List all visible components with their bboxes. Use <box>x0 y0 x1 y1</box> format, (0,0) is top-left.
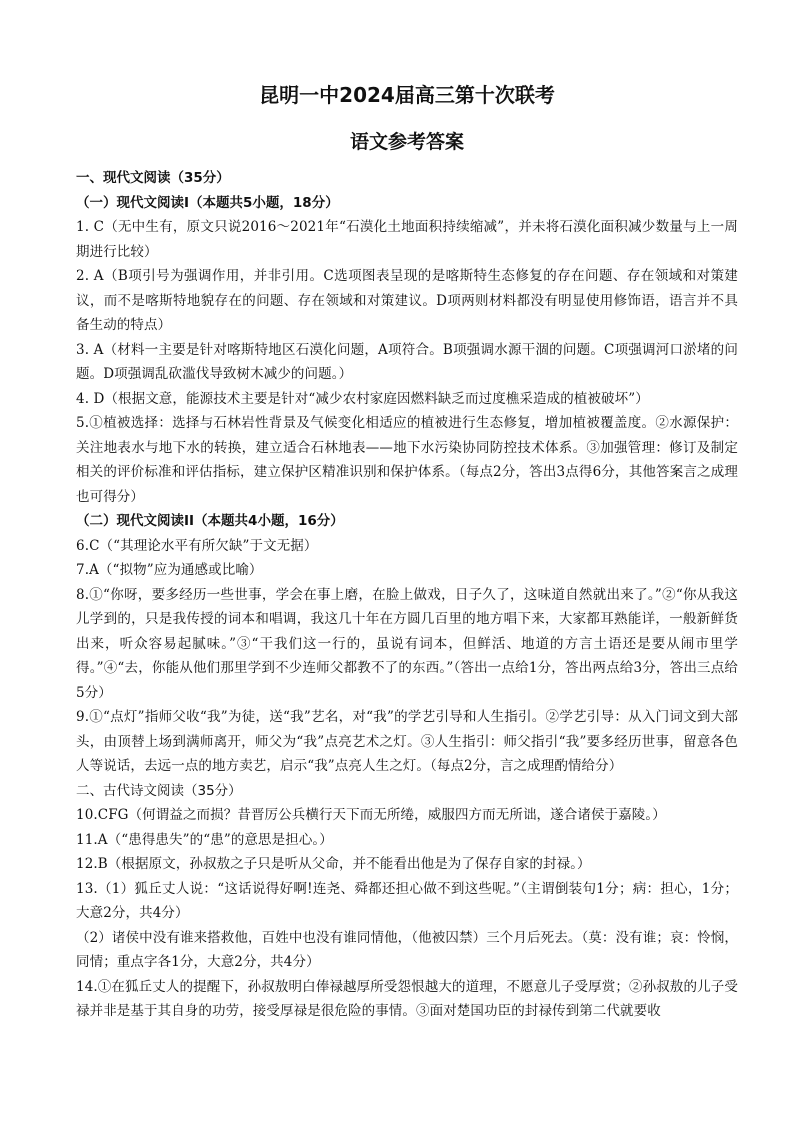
answer-item-4: 4. D（根据文意，能源技术主要是针对“减少农村家庭因燃料缺乏而过度樵采造成的植被破坏”） <box>76 390 649 407</box>
subsection-heading-reading-2: （二）现代文阅读II（本题共4小题，16分） <box>76 513 344 529</box>
section-heading-classical-reading: 二、古代诗文阅读（35分） <box>76 782 242 799</box>
answer-item-13-part-2: （2）诸侯中没有谁来搭救他，百姓中也没有谁同情他，（他被囚禁）三个月后死去。（莫：没有谁；哀：怜悯，同情；重点字各1分，大意2分，共4分） <box>76 929 738 970</box>
answer-item-14: 14.①在狐丘丈人的提醒下，孙叔敖明白俸禄越厚所受怨恨越大的道理，不愿意儿子受厚赏；②孙叔敖的儿子受禄并非是基于其自身的功劳，接受厚禄是很危险的事情。③面对楚国功臣的封禄传到第二代就要收 <box>76 978 738 1019</box>
answer-item-13-part-1: 13.（1）狐丘丈人说：“这话说得好啊!连尧、舜都还担心做不到这些呢。”（主谓倒装句1分；病：担心，1分；大意2分，共4分） <box>76 880 738 921</box>
subsection-heading-reading-1: （一）现代文阅读Ⅰ（本题共5小题，18分） <box>76 194 339 211</box>
answer-item-2: 2. A（B项引号为强调作用，并非引用。C选项图表呈现的是喀斯特生态修复的存在问题、存在领域和对策建议，而不是喀斯特地貌存在的问题、存在领域和对策建议。D项两则材料都没有明显使用修饰语，语言并不具备生动的特点） <box>76 268 738 333</box>
answer-item-6: 6.C（“其理论水平有所欠缺”于文无据） <box>76 537 318 554</box>
page-title: 昆明一中2024届高三第十次联考 <box>259 83 555 107</box>
answer-item-12: 12.B（根据原文，孙叔敖之子只是听从父命，并不能看出他是为了保存自家的封禄。） <box>76 856 591 872</box>
answer-item-5: 5.①植被选择：选择与石林岩性背景及气候变化相适应的植被进行生态修复，增加植被覆盖度。②水源保护：关注地表水与地下水的转换，建立适合石林地表——地下水污染协同防控技术体系。③加强管理：修订及制定相关的评价标准和评估指标，建立保护区精准识别和保护体系。（每点2分，答出3点得6分，其他答案言之成理也可得分） <box>76 415 738 505</box>
answer-item-11: 11.A（“患得患失”的“患”的意思是担心。） <box>76 831 333 848</box>
answer-item-8: 8.①“你呀，要多经历一些世事，学会在事上磨，在脸上做戏，日子久了，这味道自然就出来了。”②“你从我这儿学到的，只是我传授的词本和唱调，我这几十年在方圆几百里的地方唱下来，大家都耳熟能详，一般新鲜货出来，听众容易起腻味。”③“干我们这一行的，虽说有词本，但鲜活、地道的方言土语还是要从闹市里学得。”④“去，你能从他们那里学到不少连师父都教不了的东西。”（答出一点给1分，答出两点给3分，答出三点给5分） <box>76 586 738 701</box>
answer-item-10: 10.CFG（何谓益之而损？昔晋厉公兵横行天下而无所绻，威服四方而无所诎，遂合诸侯于嘉陵。） <box>76 807 666 823</box>
answer-item-1: 1. C（无中生有，原文只说2016～2021年“石漠化土地面积持续缩减”，并未将石漠化面积减少数量与上一周期进行比较） <box>76 219 738 260</box>
answer-item-3: 3. A（材料一主要是针对喀斯特地区石漠化问题，A项符合。B项强调水源干涸的问题。C项强调河口淤堵的问题。D项强调乱砍滥伐导致树木减少的问题。） <box>76 341 738 382</box>
answer-item-7: 7.A（“拟物”应为通感或比喻） <box>76 562 263 578</box>
page-subtitle: 语文参考答案 <box>349 131 464 153</box>
answer-item-9: 9.①“点灯”指师父收“我”为徒，送“我”艺名，对“我”的学艺引导和人生指引。②学艺引导：从入门词文到大部头，由顶替上场到满师离开，师父为“我”点亮艺术之灯。③人生指引：师父指引“我”要多经历世事，留意各色人等说话，去远一点的地方卖艺，启示“我”点亮人生之灯。（每点2分，言之成理酌情给分） <box>76 709 738 774</box>
section-heading-modern-reading: 一、现代文阅读（35分） <box>76 170 230 186</box>
